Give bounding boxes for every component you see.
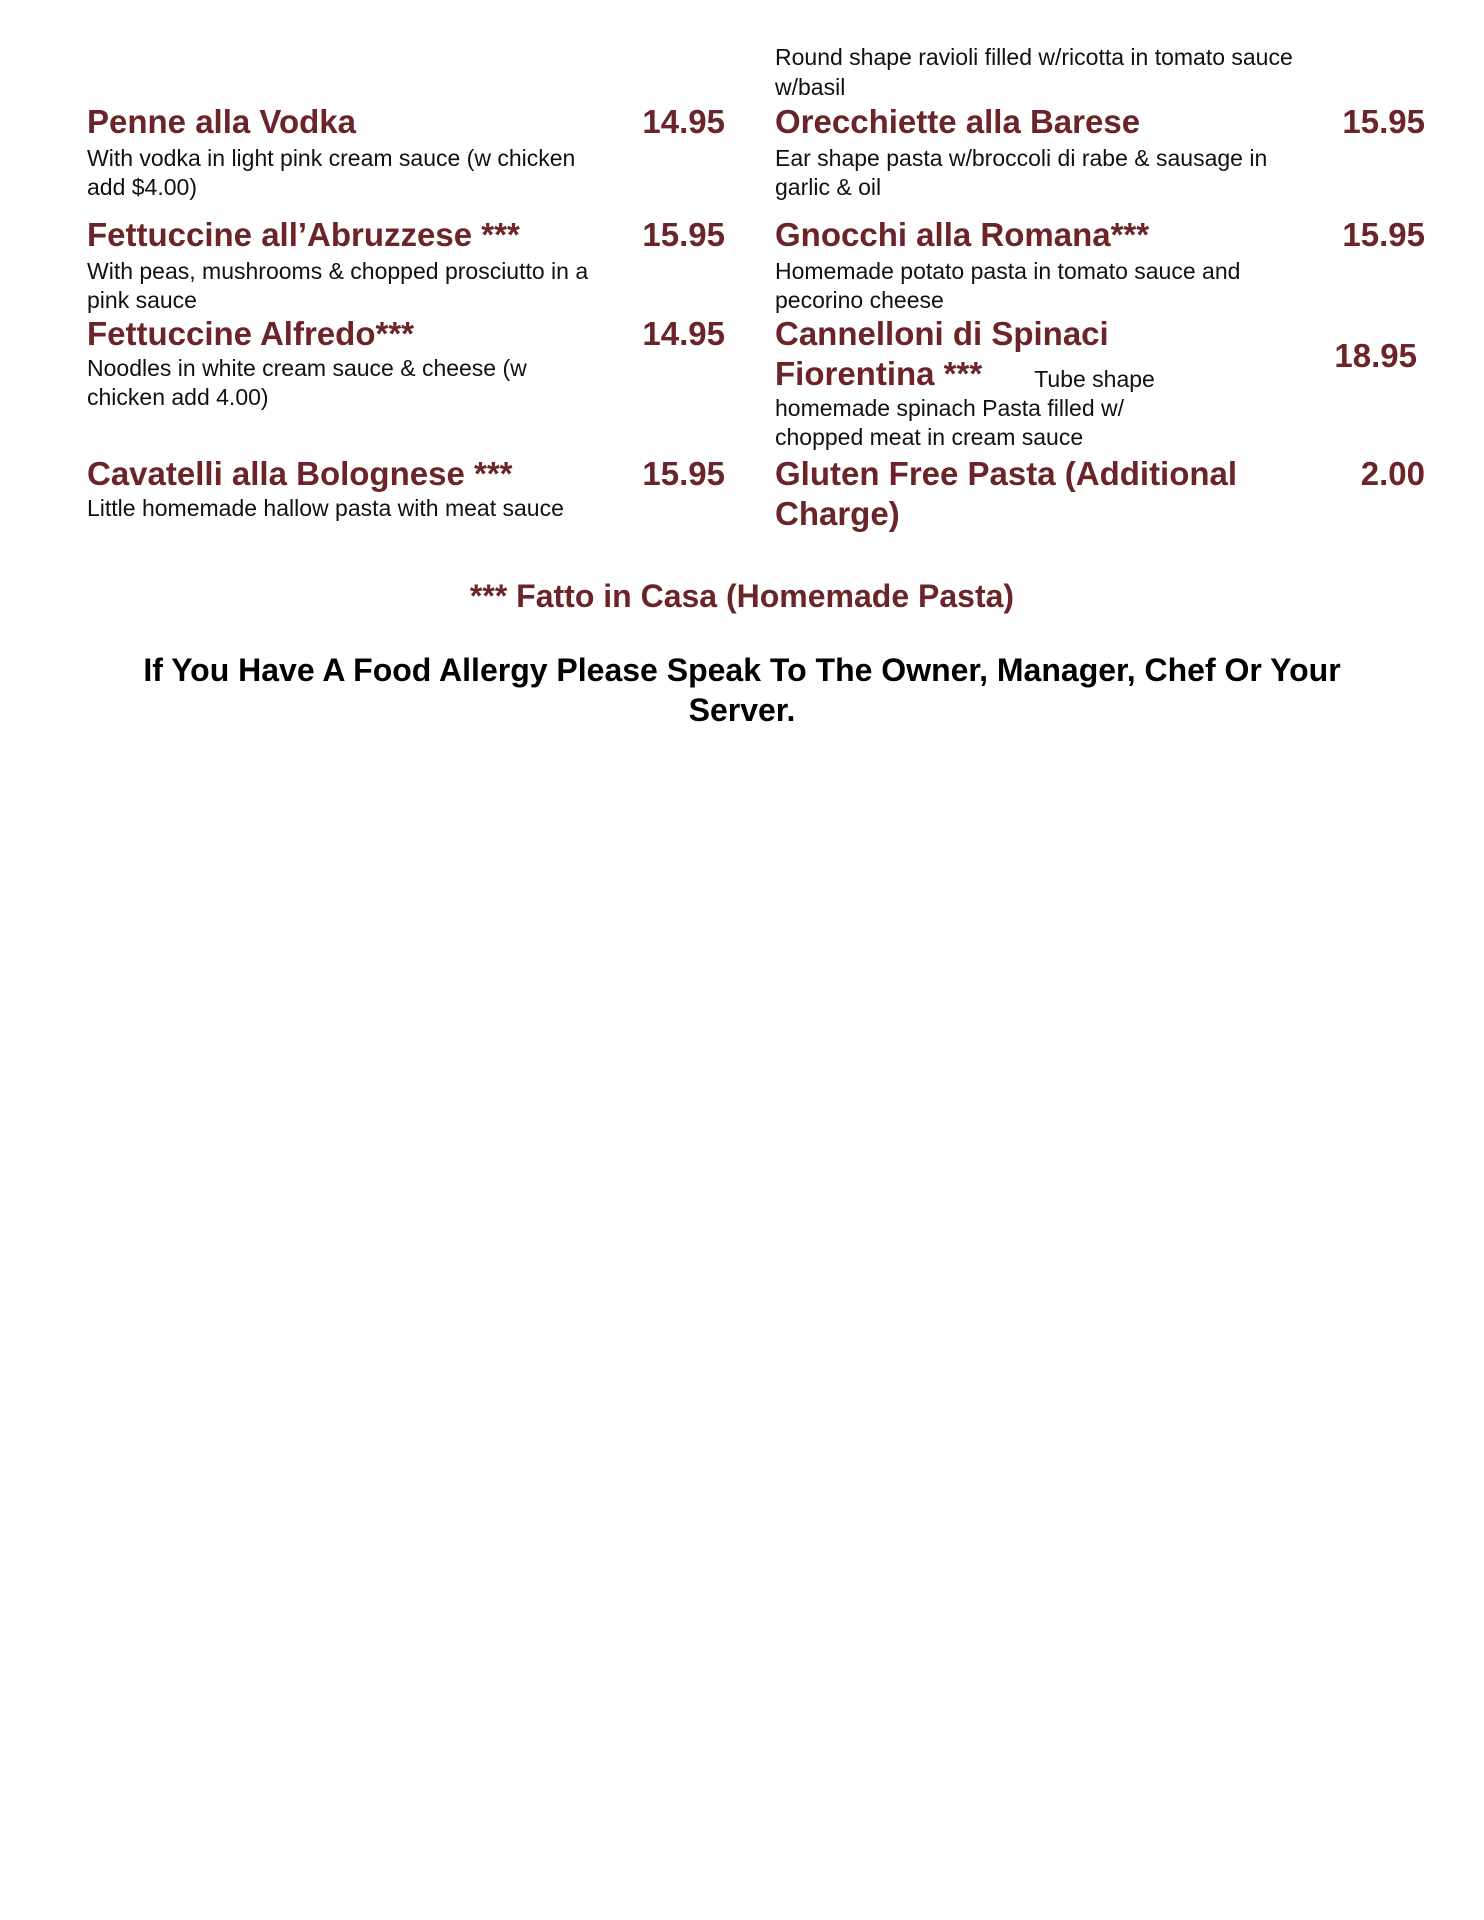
menu-item-inline-description: Tube shape	[1034, 366, 1155, 392]
menu-item-name: Fettuccine Alfredo***	[87, 315, 415, 352]
menu-item-price: 2.00	[1360, 455, 1425, 492]
menu-item-price: 15.95	[642, 216, 725, 253]
menu-item-name-line: Cannelloni di Spinaci	[775, 315, 1109, 352]
homemade-footnote: *** Fatto in Casa (Homemade Pasta)	[469, 578, 1015, 614]
menu-item-description: Round shape ravioli filled w/ricotta in tomato sauce w/basil	[775, 44, 1293, 100]
menu-item-description: With vodka in light pink cream sauce (w chicken add $4.00)	[87, 145, 576, 200]
menu-item-price: 15.95	[1342, 216, 1425, 253]
menu-item-name: Fettuccine all’Abruzzese ***	[87, 216, 520, 253]
menu-item-description: Noodles in white cream sauce & cheese (w chicken add 4.00)	[87, 355, 527, 410]
menu-item-description: homemade spinach Pasta filled w/ chopped meat in cream sauce	[775, 395, 1125, 450]
menu-item-name-line2: Fiorentina ***	[775, 355, 983, 392]
menu-item-description: Homemade potato pasta in tomato sauce and pecorino cheese	[775, 258, 1241, 313]
menu-item-name: Orecchiette alla Barese	[775, 103, 1141, 140]
menu-item-description: With peas, mushrooms & chopped prosciutto in a pink sauce	[87, 258, 589, 313]
menu-item-name: Gluten Free Pasta (Additional Charge)	[775, 455, 1238, 532]
menu-item-name: Cavatelli alla Bolognese ***	[87, 455, 513, 492]
menu-item-name: Gnocchi alla Romana***	[775, 216, 1150, 253]
menu-item-name	[775, 314, 1155, 397]
menu-item-description: Little homemade hallow pasta with meat sauce	[87, 495, 564, 521]
menu-item-name-line	[775, 354, 1155, 397]
menu-item-price: 15.95	[1342, 103, 1425, 140]
allergy-notice: If You Have A Food Allergy Please Speak To The Owner, Manager, Chef Or Your Server.	[143, 652, 1341, 728]
menu-item-price: 14.95	[642, 315, 725, 352]
menu-item-price: 14.95	[642, 103, 725, 140]
menu-item-price: 18.95	[1334, 337, 1417, 374]
menu-item-price: 15.95	[642, 455, 725, 492]
menu-item-name: Penne alla Vodka	[87, 103, 356, 140]
menu-item-description: Ear shape pasta w/broccoli di rabe & sausage in garlic & oil	[775, 145, 1268, 200]
